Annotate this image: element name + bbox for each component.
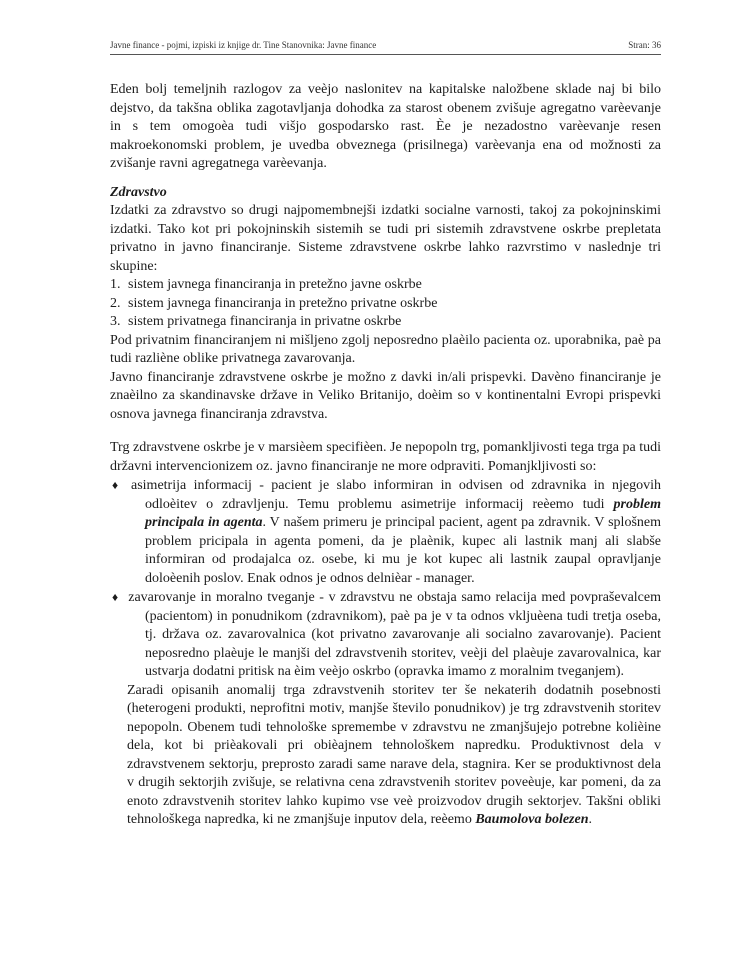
diamond-bullet-icon: ♦ — [112, 590, 120, 604]
list-number: 1. — [110, 277, 121, 292]
paragraph-retirement-savings: Eden bolj temeljnih razlogov za veèjo naslonitev na kapitalske naložbene sklade naj bi bilo dejstvo, da takšna oblika zagotavljanja dohodka za starost obenem zvišuje agregatno varèevanje in s tem omogoèa tudi višjo gospodarsko rast. Èe je nezadostno varèevanje resen makroekonomski problem, je uvedba obveznega (prisilnega) varèevanja ena od možnosti za zvišanje ravni agregatnega varèevanja. — [110, 82, 661, 171]
bullet-text-pre: asimetrija informacij - pacient je slabo informiran in odvisen od zdravnika in njegovih odloèitev o zdravljenju. Temu problemu asimetrije informacij reèemo tudi — [131, 478, 662, 512]
paragraph-health-intro: Izdatki za zdravstvo so drugi najpomembnejši izdatki socialne varnosti, takoj za pokojninskimi izdatki. Tako kot pri pokojninskih sistemih se tudi pri sistemih zdravstvene oskrbe prepletata privatno in javno financiranje. Sisteme zdravstvene oskrbe lahko razvrstimo v naslednje tri skupine: — [110, 203, 661, 274]
header-page-number: Stran: 36 — [628, 40, 661, 50]
paragraph-text-post: . — [588, 812, 592, 827]
bullet-text-post: . V našem primeru je principal pacient, agent pa zdravnik. V splošnem problem pricipala in agenta pomeni, da je plaènik, kupec ali lastnik manj ali slabše informiran od prodajalca oz. osebe, ki mu je kot kupec ali lastnik zaupal opravljanje doloèenih poslov. Enak odnos je odnos delnièar - manager. — [145, 515, 661, 586]
list-number: 3. — [110, 314, 121, 329]
header-row — [110, 40, 661, 55]
list-item-1 — [110, 276, 661, 295]
bullet-item-moral-hazard — [110, 588, 661, 682]
paragraph-text-emphasis: Baumolova bolezen — [475, 812, 589, 827]
bullet-item-information-asymmetry — [110, 476, 661, 588]
paragraph-market-imperfections: Trg zdravstvene oskrbe je v marsièem specifièen. Je nepopoln trg, pomankljivosti tega trga pa tudi državni intervencionizem oz. javno financiranje ne more odpraviti. Pomanjkljivosti so: — [110, 440, 661, 474]
list-item-3 — [110, 313, 661, 332]
list-number: 2. — [110, 295, 121, 311]
paragraph-baumol-disease — [127, 682, 661, 830]
bullet-text-emphasis: problem principala in agenta — [145, 496, 661, 530]
list-item-text: sistem javnega financiranja in pretežno javne oskrbe — [128, 277, 422, 292]
document-content — [110, 81, 661, 830]
paragraph-public-financing: Javno financiranje zdravstvene oskrbe je možno z davki in/ali prispevki. Davèno financiranje je znaèilno za skandinavske države in Veliko Britanijo, doèim so v kontinentalni Evropi prispevki osnova javnega financiranja zdravstva. — [110, 369, 661, 422]
health-systems-list — [110, 276, 661, 332]
list-item-text: sistem privatnega financiranja in privatne oskrbe — [128, 314, 402, 329]
section-heading-zdravstvo: Zdravstvo — [110, 184, 167, 200]
bullet-text: zavarovanje in moralno tveganje - v zdravstvu ne obstaja samo relacija med povpraševalcem (pacientom) in ponudnikom (zdravnikom), paè pa je v ta odnos vkljuèena tudi tretja oseba, tj. država oz. zavarovalnica (kot privatno zavarovanje ali socialno zavarovanje). Pacient neposredno plaèuje le manjši del zdravstvenih storitev, veèji del plaèuje zavarovalnica, kar ustvarja dodatni pritisk na èim veèjo oskrbo (opravka imamo z moralnim tveganjem). — [128, 590, 661, 679]
header-title: Javne finance - pojmi, izpiski iz knjige dr. Tine Stanovnika: Javne finance — [110, 40, 377, 50]
list-item-2 — [110, 295, 661, 314]
diamond-bullet-icon: ♦ — [112, 478, 122, 492]
paragraph-text-pre: Zaradi opisanih anomalij trga zdravstvenih storitev ter še nekaterih dodatnih posebnosti (heterogeni produkti, neprofitni motiv, manjše število ponudnikov) je trg zdravstvenih storitev nepopoln. Obenem tudi tehnološke spremembe v zdravstvu ne zmanjšujejo potrebne kolièine dela, kot bi prièakovali pri obièajnem tehnološkem napredku. Produktivnost dela v zdravstvenem sektorju, preprosto zaradi same narave dela, stagnira. Ker se produktivnost dela v drugih sektorjih zvišuje, se relativna cena zdravstvenih storitev poveèuje, kar pomeni, da za enoto zdravstvenih storitev lahko kupimo vse veè proizvodov drugih sektorjev. Takšni obliki tehnološkega napredka, ki ne zmanjšuje inputov dela, reèemo — [127, 682, 661, 827]
paragraph-private-financing: Pod privatnim financiranjem ni mišljeno zgolj neposredno plaèilo pacienta oz. uporabnika, paè pa tudi razliène oblike privatnega zavarovanja. — [110, 332, 661, 366]
page-header — [110, 0, 661, 55]
list-item-text: sistem javnega financiranja in pretežno privatne oskrbe — [128, 295, 438, 311]
